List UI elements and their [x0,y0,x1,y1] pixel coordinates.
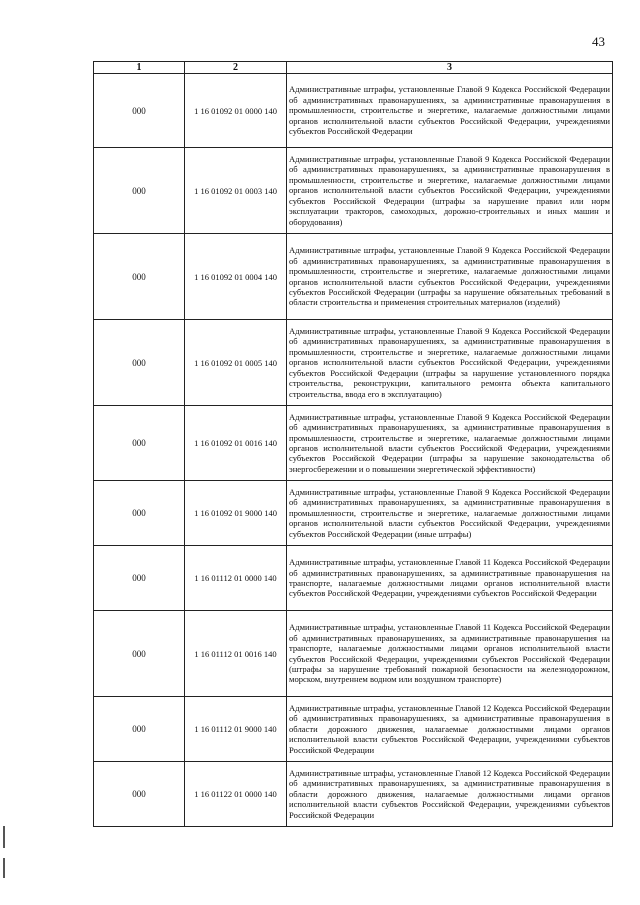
table-row [94,697,613,762]
budget-code-cell: 1 16 01122 01 0000 140 [185,762,287,827]
admin-code-cell: 000 [94,762,185,827]
table-row [94,74,613,148]
budget-code-cell: 1 16 01112 01 9000 140 [185,697,287,762]
description-cell: Административные штрафы, установленные Главой 9 Кодекса Российской Федерации об административных правонарушениях, за административные правонарушения в промышленности, строительстве и энергетике, налагаемые должностными лицами органов исполнительной власти субъектов Российской Федерации, учреждениями субъектов Российской Федерации [287,74,613,148]
table-row [94,611,613,697]
table-row [94,234,613,320]
admin-code-cell: 000 [94,234,185,320]
column-header-2: 2 [185,62,287,74]
budget-code-cell: 1 16 01092 01 0000 140 [185,74,287,148]
budget-code-cell: 1 16 01092 01 0016 140 [185,406,287,481]
table-row [94,762,613,827]
description-cell: Административные штрафы, установленные Главой 9 Кодекса Российской Федерации об административных правонарушениях, за административные правонарушения в промышленности, строительстве и энергетике, налагаемые должностными лицами органов исполнительной власти субъектов Российской Федерации, учреждениями субъектов Российской Федерации (штрафы за нарушение установленного порядка строительства, реконструкции, капитального ремонта объекта капитального строительства, ввода его в эксплуатацию) [287,320,613,406]
budget-code-cell: 1 16 01092 01 0004 140 [185,234,287,320]
description-cell: Административные штрафы, установленные Главой 9 Кодекса Российской Федерации об административных правонарушениях, за административные правонарушения в промышленности, строительстве и энергетике, налагаемые должностными лицами органов исполнительной власти субъектов Российской Федерации, учреждениями субъектов Российской Федерации (иные штрафы) [287,481,613,546]
admin-code-cell: 000 [94,406,185,481]
table-row [94,546,613,611]
scan-edge-mark [3,826,5,848]
admin-code-cell: 000 [94,546,185,611]
budget-code-cell: 1 16 01112 01 0000 140 [185,546,287,611]
description-cell: Административные штрафы, установленные Главой 11 Кодекса Российской Федерации об административных правонарушениях, за административные правонарушения на транспорте, налагаемые должностными лицами органов исполнительной власти субъектов Российской Федерации, учреждениями субъектов Российской Федерации (штрафы за нарушение требований пожарной безопасности на железнодорожном, морском, внутреннем водном или воздушном транспорте) [287,611,613,697]
budget-classification-table [93,61,613,827]
admin-code-cell: 000 [94,74,185,148]
description-cell: Административные штрафы, установленные Главой 12 Кодекса Российской Федерации об административных правонарушениях, за административные правонарушения в области дорожного движения, налагаемые должностными лицами органов исполнительной власти субъектов Российской Федерации, учреждениями субъектов Российской Федерации [287,697,613,762]
admin-code-cell: 000 [94,148,185,234]
budget-code-cell: 1 16 01092 01 0005 140 [185,320,287,406]
column-header-3: 3 [287,62,613,74]
table-row [94,320,613,406]
table-row [94,148,613,234]
column-header-1: 1 [94,62,185,74]
budget-code-cell: 1 16 01092 01 0003 140 [185,148,287,234]
description-cell: Административные штрафы, установленные Главой 12 Кодекса Российской Федерации об административных правонарушениях, за административные правонарушения в области дорожного движения, налагаемые должностными лицами органов исполнительной власти субъектов Российской Федерации, учреждениями субъектов Российской Федерации [287,762,613,827]
description-cell: Административные штрафы, установленные Главой 9 Кодекса Российской Федерации об административных правонарушениях, за административные правонарушения в промышленности, строительстве и энергетике, налагаемые должностными лицами органов исполнительной власти субъектов Российской Федерации, учреждениями субъектов Российской Федерации (штрафы за нарушение законодательства об энергосбережении и о повышении энергетической эффективности) [287,406,613,481]
budget-code-cell: 1 16 01092 01 9000 140 [185,481,287,546]
scan-edge-mark [3,858,5,878]
table-row [94,406,613,481]
admin-code-cell: 000 [94,611,185,697]
admin-code-cell: 000 [94,320,185,406]
table-row [94,481,613,546]
table-header-row [94,62,613,74]
description-cell: Административные штрафы, установленные Главой 9 Кодекса Российской Федерации об административных правонарушениях, за административные правонарушения в промышленности, строительстве и энергетике, налагаемые должностными лицами органов исполнительной власти субъектов Российской Федерации, учреждениями субъектов Российской Федерации (штрафы за нарушение обязательных требований в области строительства и применения строительных материалов (изделий) [287,234,613,320]
page-number: 43 [592,34,605,49]
budget-code-cell: 1 16 01112 01 0016 140 [185,611,287,697]
description-cell: Административные штрафы, установленные Главой 9 Кодекса Российской Федерации об административных правонарушениях, за административные правонарушения в промышленности, строительстве и энергетике, налагаемые должностными лицами органов исполнительной власти субъектов Российской Федерации, учреждениями субъектов Российской Федерации (штрафы за нарушение правил или норм эксплуатации тракторов, самоходных, дорожно-строительных и иных машин и оборудования) [287,148,613,234]
admin-code-cell: 000 [94,481,185,546]
description-cell: Административные штрафы, установленные Главой 11 Кодекса Российской Федерации об административных правонарушениях, за административные правонарушения на транспорте, налагаемые должностными лицами органов исполнительной власти субъектов Российской Федерации, учреждениями субъектов Российской Федерации [287,546,613,611]
admin-code-cell: 000 [94,697,185,762]
